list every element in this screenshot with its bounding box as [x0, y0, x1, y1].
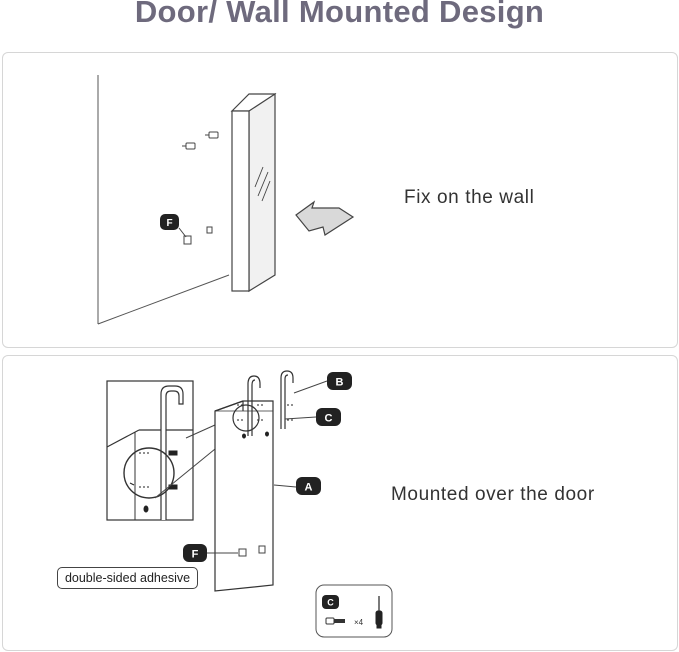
tool-badge-c [322, 595, 339, 609]
arrow-left-icon [296, 202, 353, 235]
adhesive-pad-icon [259, 546, 265, 553]
floor-edge-line [98, 275, 229, 324]
adhesive-pad-icon [207, 227, 212, 233]
door-mount-panel [2, 355, 678, 651]
badge-a [296, 477, 321, 495]
detail-inset [107, 381, 193, 520]
badge-f [183, 544, 207, 562]
tool-kit-box [316, 585, 392, 637]
svg-text:B: B [335, 376, 344, 389]
svg-text:F: F [166, 218, 173, 229]
svg-text:C: C [324, 412, 333, 425]
svg-text:A: A [304, 481, 313, 494]
badge-c [316, 408, 341, 426]
door-caption: Mounted over the door [391, 484, 595, 505]
adhesive-pad-icon [239, 549, 246, 556]
badge-f [160, 214, 179, 230]
adhesive-pad-icon [184, 236, 191, 244]
wall-caption: Fix on the wall [404, 187, 535, 208]
wall-mount-diagram [3, 53, 677, 347]
wall-mount-panel [2, 52, 678, 348]
svg-text:F: F [191, 548, 199, 561]
screw-count: ×4 [354, 618, 364, 627]
door-panel-illustration [215, 401, 273, 591]
adhesive-note: double-sided adhesive [57, 567, 198, 589]
mirror-illustration [232, 94, 275, 291]
wall-screw-icon [182, 132, 218, 149]
badge-b [327, 372, 352, 390]
page-title: Door/ Wall Mounted Design [134, 0, 545, 29]
svg-text:C: C [327, 597, 334, 608]
